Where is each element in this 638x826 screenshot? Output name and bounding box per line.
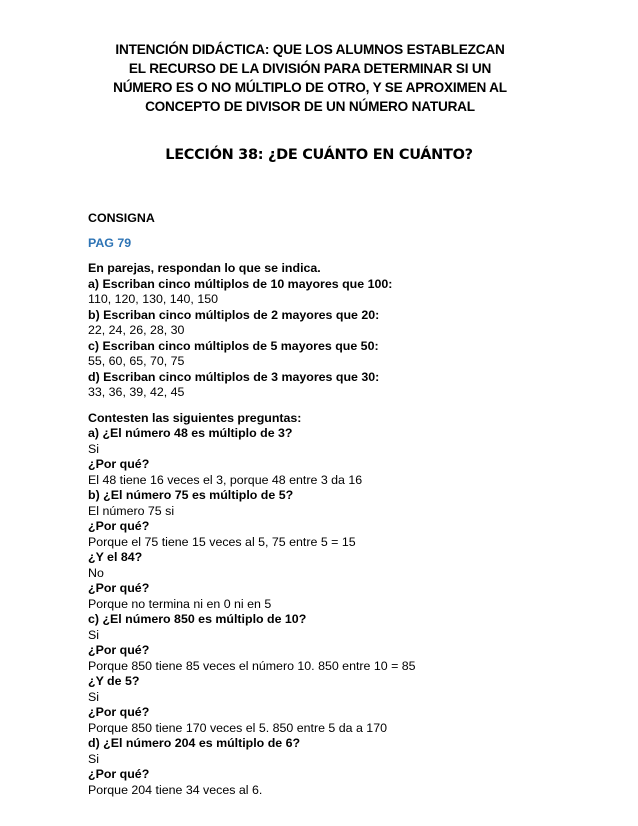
question-text: b) ¿El número 75 es múltiplo de 5? (88, 488, 294, 502)
part2-intro: Contesten las siguientes preguntas: (88, 410, 302, 425)
answer-text: Porque el 75 tiene 15 veces al 5, 75 entre 5 = 15 (88, 534, 356, 549)
answer-text: 55, 60, 65, 70, 75 (88, 354, 185, 368)
question-text: ¿Por qué? (88, 767, 150, 781)
page-reference: PAG 79 (88, 235, 132, 250)
question-text: ¿Y el 84? (88, 550, 143, 564)
answer-text: Si (88, 689, 100, 704)
answer-text: Si (88, 441, 100, 456)
answer-text: Si (88, 751, 100, 766)
answer-text: El número 75 si (88, 503, 175, 518)
answer-text: 22, 24, 26, 28, 30 (88, 323, 185, 337)
answer-text: Porque no termina ni en 0 ni en 5 (88, 596, 272, 611)
question-text: a) ¿El número 48 es múltiplo de 3? (88, 426, 293, 440)
answer-text: Si (88, 627, 100, 642)
answer-text: Porque 850 tiene 170 veces el 5. 850 entre 5 da a 170 (88, 720, 387, 735)
question-text: ¿Por qué? (88, 643, 150, 657)
question-text: ¿Por qué? (88, 457, 150, 471)
didactic-intention (100, 40, 520, 116)
question-text: ¿Y de 5? (88, 674, 140, 688)
consigna-label: CONSIGNA (88, 211, 155, 225)
question-text: ¿Por qué? (88, 581, 150, 595)
question-text: c) Escriban cinco múltiplos de 5 mayores que 50: (88, 338, 379, 353)
intention-line: NÚMERO ES O NO MÚLTIPLO DE OTRO, Y SE APROXIMEN AL (113, 80, 507, 95)
question-text: c) ¿El número 850 es múltiplo de 10? (88, 612, 307, 626)
answer-text: Porque 204 tiene 34 veces al 6. (88, 782, 263, 797)
intention-line: EL RECURSO DE LA DIVISIÓN PARA DETERMINAR SI UN (128, 61, 492, 76)
question-text: ¿Por qué? (88, 519, 150, 533)
question-text: a) Escriban cinco múltiplos de 10 mayores que 100: (88, 276, 393, 291)
answer-text: Porque 850 tiene 85 veces el número 10. 850 entre 10 = 85 (88, 658, 416, 673)
intention-line: CONCEPTO DE DIVISOR DE UN NÚMERO NATURAL (145, 99, 475, 114)
answer-text: No (88, 565, 104, 580)
answer-text: 110, 120, 130, 140, 150 (88, 292, 218, 306)
intention-line: INTENCIÓN DIDÁCTICA: QUE LOS ALUMNOS ESTABLEZCAN (115, 42, 505, 57)
question-text: d) Escriban cinco múltiplos de 3 mayores que 30: (88, 369, 380, 384)
lesson-content (88, 211, 558, 798)
question-text: b) Escriban cinco múltiplos de 2 mayores que 20: (88, 307, 380, 322)
question-text: ¿Por qué? (88, 705, 150, 719)
lesson-title: LECCIÓN 38: ¿DE CUÁNTO EN CUÁNTO? (165, 147, 473, 163)
answer-text: 33, 36, 39, 42, 45 (88, 385, 185, 399)
answer-text: El 48 tiene 16 veces el 3, porque 48 entre 3 da 16 (88, 472, 363, 487)
question-text: d) ¿El número 204 es múltiplo de 6? (88, 736, 301, 750)
part1-intro: En parejas, respondan lo que se indica. (88, 261, 321, 275)
